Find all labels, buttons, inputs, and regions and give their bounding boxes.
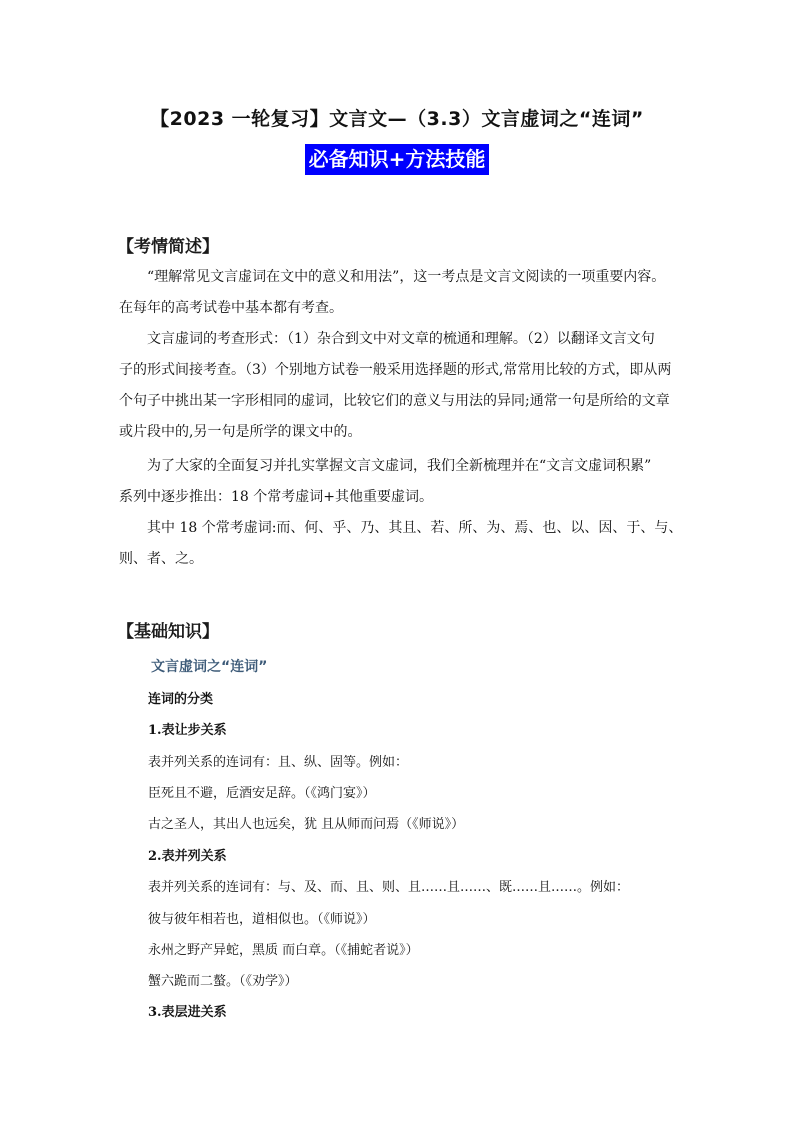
paragraph-line: 个句子中挑出某一字形相同的虚词，比较它们的意义与用法的异同;通常一句是所给的文章 — [119, 393, 670, 409]
paragraph-line: 系列中逐步推出：18 个常考虚词+其他重要虚词。 — [119, 489, 433, 505]
kaoqing-paragraph-1 — [119, 262, 679, 324]
paragraph-line: 为了大家的全面复习并扎实掌握文言文虚词，我们全新梳理并在“文言文虚词积累” — [147, 458, 652, 474]
paragraph-line: 其中 18 个常考虚词:而、何、乎、乃、其且、若、所、为、焉、也、以、因、于、与、 — [147, 520, 683, 536]
paragraph-line: 子的形式间接考查。（3）个别地方试卷一般采用选择题的形式,常常用比较的方式，即从两 — [119, 362, 672, 378]
example-line: 古之圣人，其出人也远矣，犹 且从师而问焉（《师说》） — [148, 817, 465, 832]
document-title: 【2023 一轮复习】文言文—（3.3）文言虚词之“连词” — [150, 108, 644, 130]
paragraph-line: 则、者、之。 — [119, 551, 203, 567]
example-line: 永州之野产异蛇，黑质 而白章。（《捕蛇者说》） — [148, 943, 419, 958]
item-intro-2: 表并列关系的连词有：与、及、而、且、则、且……且……、既……且……。例如： — [148, 880, 630, 895]
paragraph-line: 在每年的高考试卷中基本都有考查。 — [119, 300, 343, 316]
subtitle-wrapper — [0, 144, 794, 175]
paragraph-line: 或片段中的,另一句是所学的课文中的。 — [119, 424, 362, 440]
item-intro-1: 表并列关系的连词有：且、纵、固等。例如： — [148, 755, 409, 770]
section-heading-kaoqing: 【考情简述】 — [117, 237, 219, 257]
kaoqing-paragraph-2 — [119, 324, 679, 448]
example-line: 彼与彼年相若也，道相似也。（《师说》） — [148, 912, 376, 927]
category-title: 连词的分类 — [148, 692, 214, 707]
section-heading-jichu: 【基础知识】 — [117, 622, 219, 642]
paragraph-line: “理解常见文言虚词在文中的意义和用法”，这一考点是文言文阅读的一项重要内容。 — [147, 269, 666, 285]
item-title-2: 2.表并列关系 — [148, 849, 227, 864]
kaoqing-paragraph-4 — [119, 513, 683, 575]
sub-heading-lianci: 文言虚词之“连词” — [151, 659, 268, 675]
item-title-3: 3.表层进关系 — [148, 1005, 227, 1020]
document-subtitle: 必备知识+方法技能 — [305, 144, 490, 175]
kaoqing-paragraph-3 — [119, 451, 679, 513]
paragraph-line: 文言虚词的考查形式：（1）杂合到文中对文章的梳通和理解。（2）以翻译文言文句 — [147, 331, 655, 347]
item-title-1: 1.表让步关系 — [148, 723, 227, 738]
example-line: 蟹六跪而二螯。（《劝学》） — [148, 974, 298, 989]
example-line: 臣死且不避，卮酒安足辞。（《鸿门宴》） — [148, 786, 376, 801]
